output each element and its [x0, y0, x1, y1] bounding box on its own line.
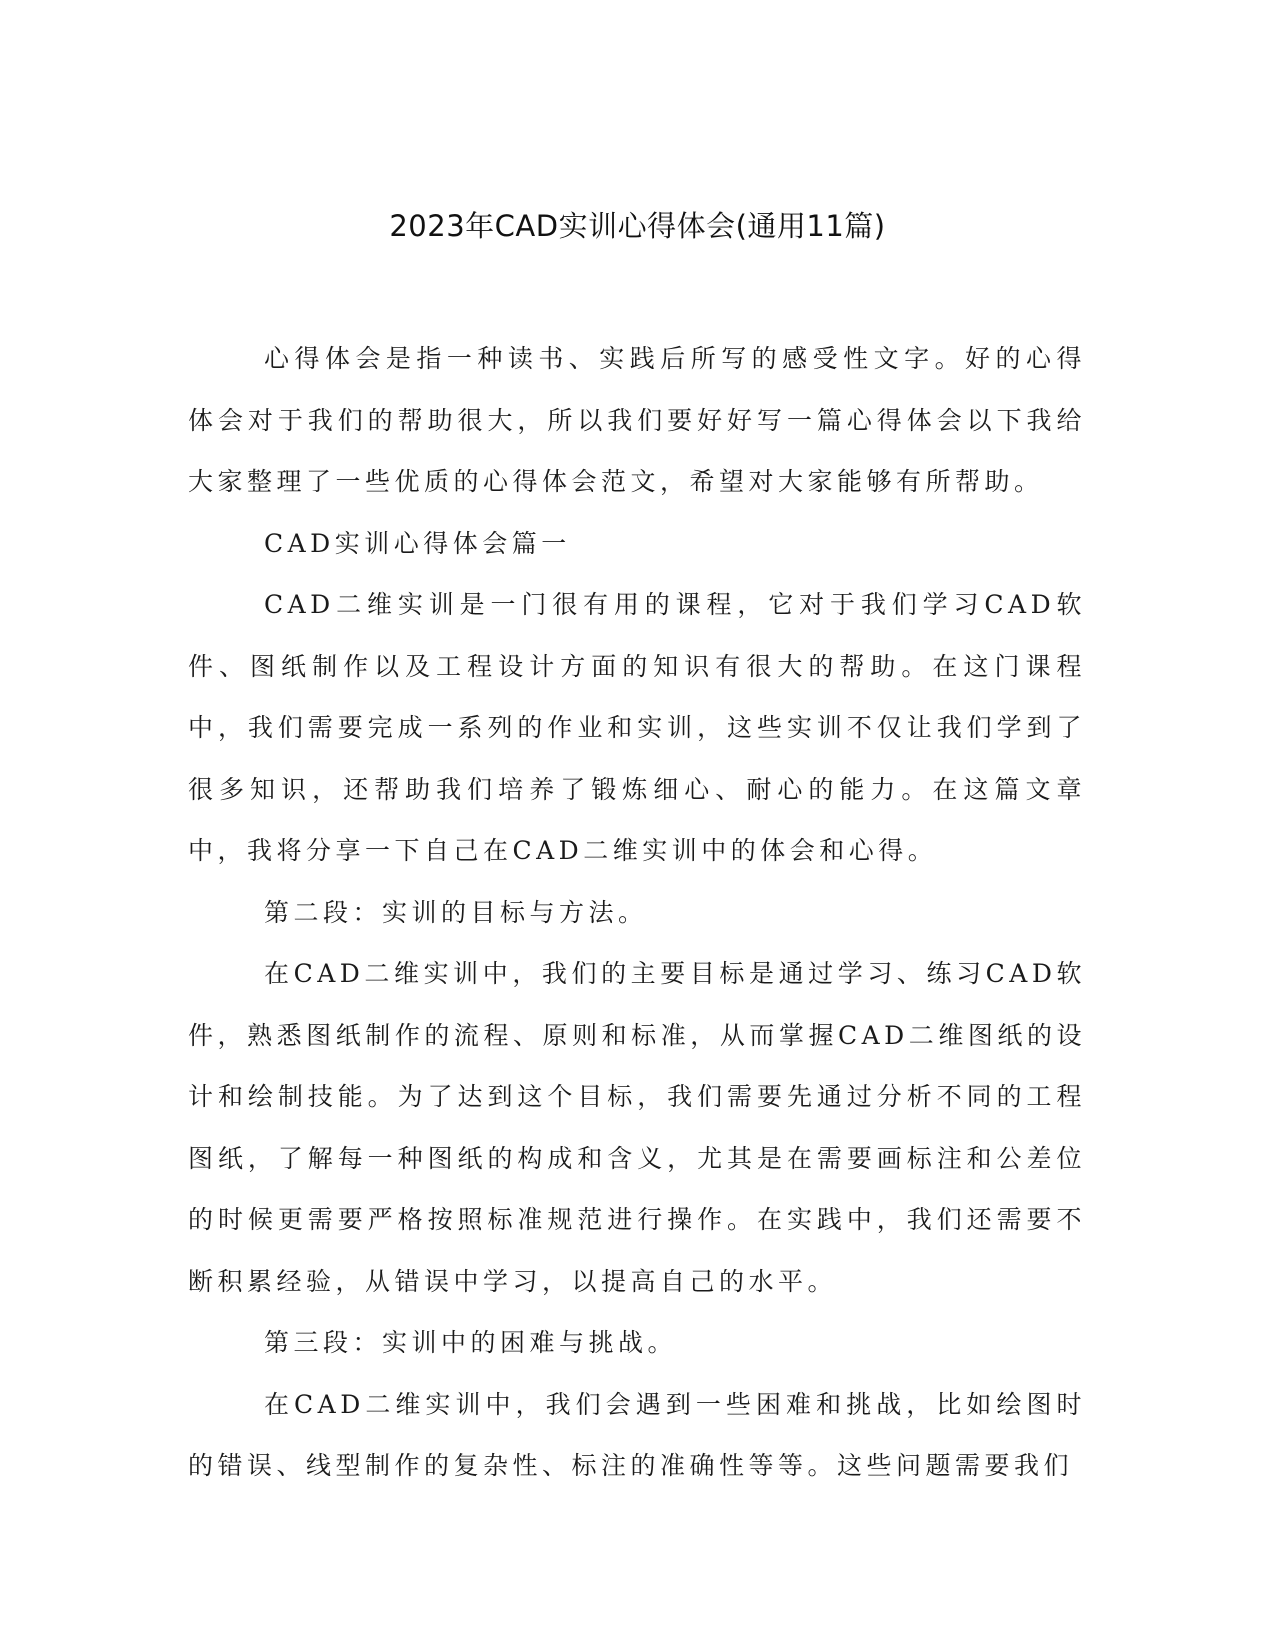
- section-heading: CAD实训心得体会篇一: [264, 528, 571, 558]
- document-body: [188, 328, 1086, 1497]
- intro-paragraph: 心得体会是指一种读书、实践后所写的感受性文字。好的心得体会对于我们的帮助很大，所以我们要好好写一篇心得体会以下我给大家整理了一些优质的心得体会范文，希望对大家能够有所帮助。: [188, 344, 1086, 496]
- document-title: 2023年CAD实训心得体会(通用11篇): [389, 209, 886, 243]
- body-paragraph: CAD二维实训是一门很有用的课程，它对于我们学习CAD软件、图纸制作以及工程设计方面的知识有很大的帮助。在这门课程中，我们需要完成一系列的作业和实训，这些实训不仅让我们学到了很多知识，还帮助我们培养了锻炼细心、耐心的能力。在这篇文章中，我将分享一下自己在CAD二维实训中的体会和心得。: [188, 590, 1086, 865]
- body-paragraph: 在CAD二维实训中，我们会遇到一些困难和挑战，比如绘图时的错误、线型制作的复杂性、标注的准确性等等。这些问题需要我们: [188, 1389, 1086, 1480]
- section-heading: 第二段：实训的目标与方法。: [264, 897, 648, 927]
- section-heading: 第三段：实训中的困难与挑战。: [264, 1328, 678, 1357]
- body-paragraph: 在CAD二维实训中，我们的主要目标是通过学习、练习CAD软件，熟悉图纸制作的流程、原则和标准，从而掌握CAD二维图纸的设计和绘制技能。为了达到这个目标，我们需要先通过分析不同的工程图纸，了解每一种图纸的构成和含义，尤其是在需要画标注和公差位的时候更需要严格按照标准规范进行操作。在实践中，我们还需要不断积累经验，从错误中学习，以提高自己的水平。: [188, 959, 1086, 1296]
